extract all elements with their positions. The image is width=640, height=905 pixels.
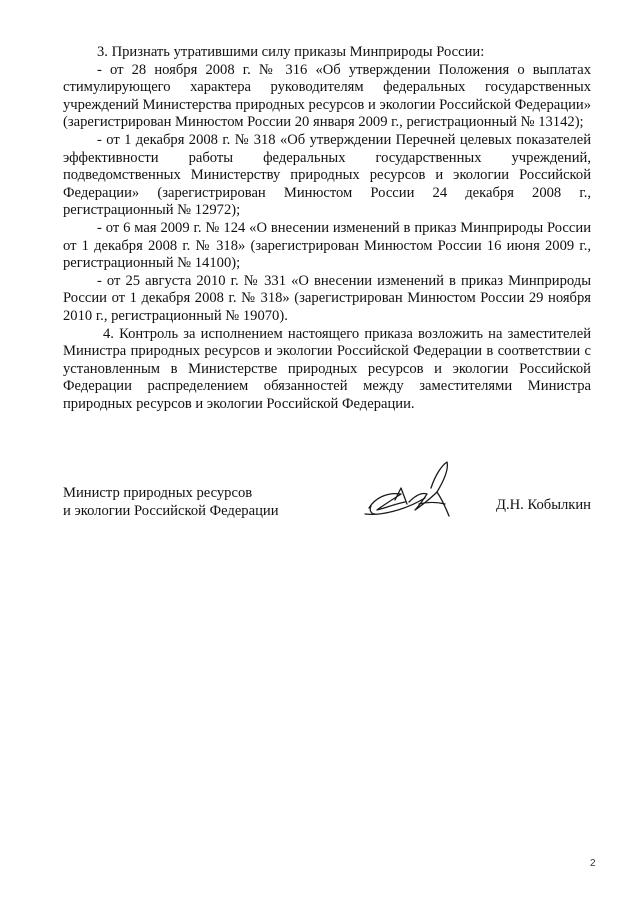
section-3-item-1: - от 28 ноября 2008 г. № 316 «Об утверждении Положения о выплатах стимулирующего характера руководителям федеральных государственных учреждений Министерства природных ресурсов и экологии Российской Федерации» (зарегистрирован Минюстом России 20 января 2009 г., регистрационный № 13142); — [63, 61, 591, 131]
handwritten-signature — [361, 458, 471, 528]
section-4-paragraph: 4. Контроль за исполнением настоящего приказа возложить на заместителей Министра природных ресурсов и экологии Российской Федерации в соответствии с установленным в Министерстве природных ресурсов и экологии Российской Федерации распределением обязанностей между заместителями Министра природных ресурсов и экологии Российской Федерации. — [63, 325, 591, 412]
section-3-item-3: - от 6 мая 2009 г. № 124 «О внесении изменений в приказ Минприроды России от 1 декабря 2008 г. № 318» (зарегистрирован Минюстом России 16 июня 2009 г., регистрационный № 14100); — [63, 219, 591, 272]
minister-title — [63, 484, 323, 520]
minister-name: Д.Н. Кобылкин — [496, 497, 591, 513]
page-number: 2 — [590, 858, 596, 869]
section-3-item-2: - от 1 декабря 2008 г. № 318 «Об утверждении Перечней целевых показателей эффективности работы федеральных государственных учреждений, подведомственных Министерству природных ресурсов и экологии Российской Федерации» (зарегистрирован Минюстом России 24 декабря 2008 г., регистрационный № 12972); — [63, 131, 591, 219]
minister-title-line-2: и экологии Российской Федерации — [63, 503, 279, 519]
minister-title-line-1: Министр природных ресурсов — [63, 485, 253, 501]
section-3-heading: 3. Признать утратившими силу приказы Минприроды России: — [97, 44, 485, 60]
signature-block — [63, 484, 591, 544]
document-body — [63, 44, 591, 413]
section-3-item-4: - от 25 августа 2010 г. № 331 «О внесении изменений в приказ Минприроды России от 1 декабря 2008 г. № 318» (зарегистрирован Минюстом России 29 ноября 2010 г., регистрационный № 19070). — [63, 272, 591, 324]
